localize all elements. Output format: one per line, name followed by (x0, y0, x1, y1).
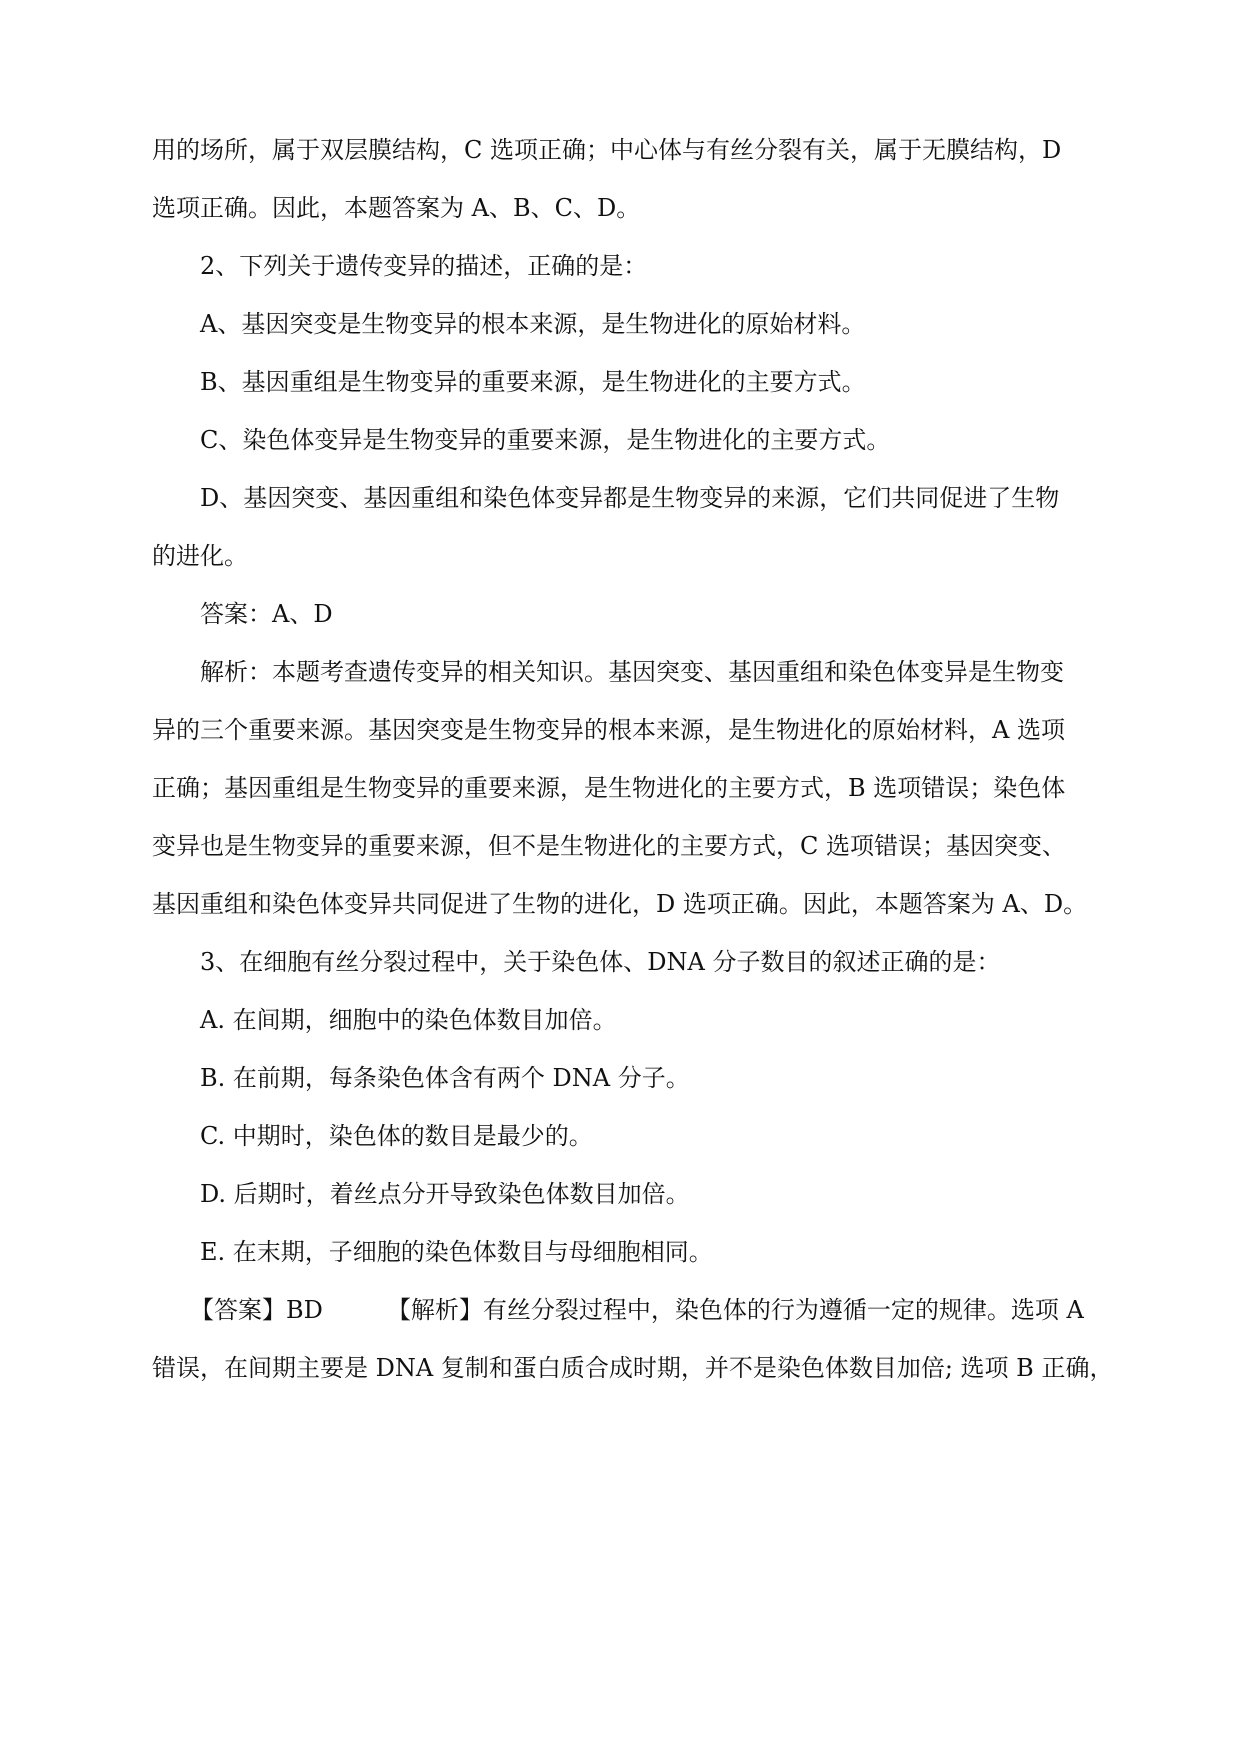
q2-option-d-line-1: D、基因突变、基因重组和染色体变异都是生物变异的来源，它们共同促进了生物 (200, 484, 1060, 512)
q2-option-c: C、染色体变异是生物变异的重要来源，是生物进化的主要方式。 (200, 426, 891, 454)
q2-option-a: A、基因突变是生物变异的根本来源，是生物进化的原始材料。 (200, 310, 866, 338)
q1-explanation-line-2: 选项正确。因此，本题答案为 A、B、C、D。 (152, 194, 641, 222)
q2-option-d-line-2: 的进化。 (152, 542, 248, 570)
q3-option-e: E. 在末期，子细胞的染色体数目与母细胞相同。 (200, 1238, 713, 1266)
q3-answer-analysis-line-1 (190, 1293, 1084, 1327)
q2-stem: 2、下列关于遗传变异的描述，正确的是： (200, 252, 648, 280)
q2-option-b: B、基因重组是生物变异的重要来源，是生物进化的主要方式。 (200, 368, 866, 396)
q3-answer: 【答案】BD (190, 1296, 323, 1324)
q2-analysis-line-5: 基因重组和染色体变异共同促进了生物的进化，D 选项正确。因此，本题答案为 A、D。 (152, 890, 1088, 918)
q3-analysis-line-2: 错误，在间期主要是 DNA 复制和蛋白质合成时期，并不是染色体数目加倍; 选项 B 正确， (152, 1354, 1114, 1382)
q3-stem: 3、在细胞有丝分裂过程中，关于染色体、DNA 分子数目的叙述正确的是： (200, 948, 1001, 976)
q2-analysis-line-3: 正确；基因重组是生物变异的重要来源，是生物进化的主要方式，B 选项错误；染色体 (152, 774, 1066, 802)
q2-analysis-line-2: 异的三个重要来源。基因突变是生物变异的根本来源，是生物进化的原始材料，A 选项 (152, 716, 1065, 744)
q3-analysis-line-1: 【解析】有丝分裂过程中，染色体的行为遵循一定的规律。选项 A (386, 1296, 1084, 1324)
q3-option-d: D. 后期时，着丝点分开导致染色体数目加倍。 (200, 1180, 690, 1208)
q1-explanation-line-1: 用的场所，属于双层膜结构，C 选项正确；中心体与有丝分裂有关，属于无膜结构，D (152, 136, 1062, 164)
q3-option-c: C. 中期时，染色体的数目是最少的。 (200, 1122, 593, 1150)
q3-option-a: A. 在间期，细胞中的染色体数目加倍。 (200, 1006, 617, 1034)
q2-analysis-line-4: 变异也是生物变异的重要来源，但不是生物进化的主要方式，C 选项错误；基因突变、 (152, 832, 1066, 860)
q2-answer: 答案：A、D (200, 600, 333, 628)
q2-analysis-line-1: 解析：本题考查遗传变异的相关知识。基因突变、基因重组和染色体变异是生物变 (200, 658, 1064, 686)
q3-option-b: B. 在前期，每条染色体含有两个 DNA 分子。 (200, 1064, 690, 1092)
